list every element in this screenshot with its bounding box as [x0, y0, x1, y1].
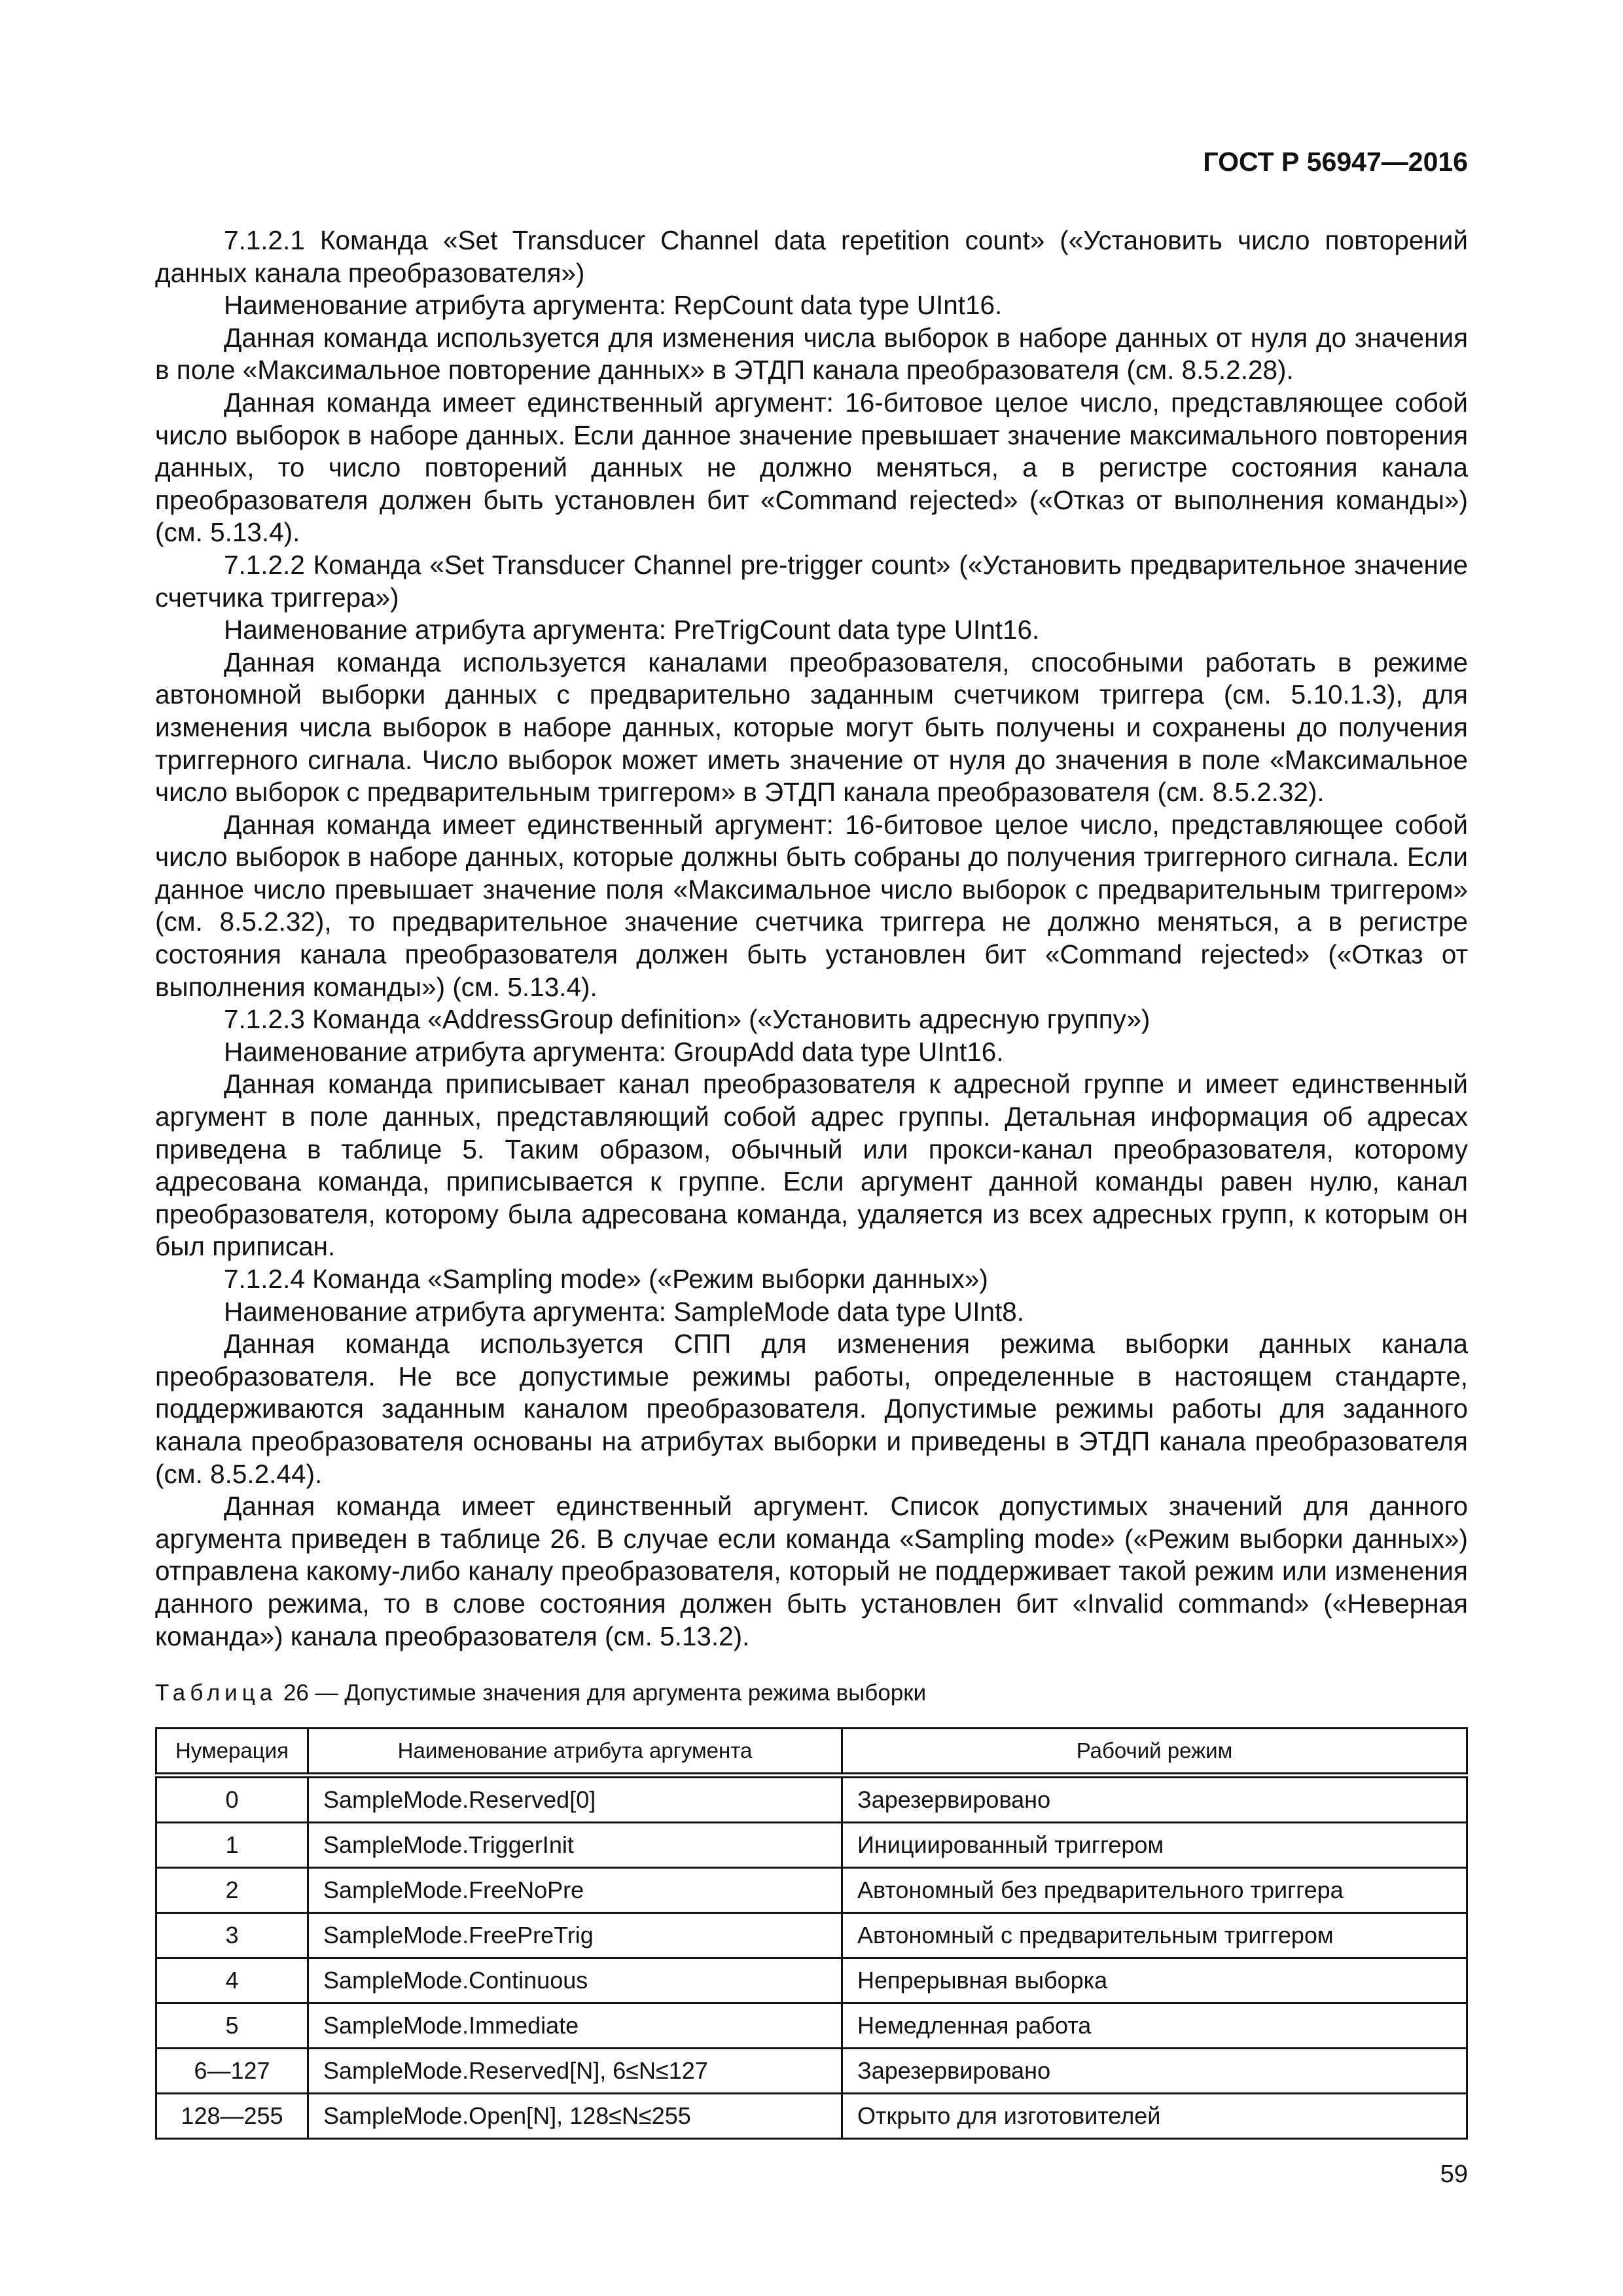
column-header-attribute-name: Наименование атрибута аргумента	[308, 1729, 842, 1776]
document-id-header: ГОСТ Р 56947—2016	[1203, 147, 1468, 177]
paragraph: 7.1.2.3 Команда «AddressGroup definition» («Установить адресную группу»)	[224, 1004, 1150, 1035]
operating-mode-cell: Непрерывная выборка	[842, 1958, 1467, 2003]
table-row	[156, 1958, 1467, 2003]
numbering-cell: 2	[156, 1868, 308, 1913]
paragraph: Наименование атрибута аргумента: RepCount data type UInt16.	[224, 290, 1003, 321]
numbering-cell: 3	[156, 1913, 308, 1958]
operating-mode-cell: Немедленная работа	[842, 2003, 1467, 2049]
table-row	[156, 1823, 1467, 1868]
table-row	[156, 1868, 1467, 1913]
paragraph: 7.1.2.2 Команда «Set Transducer Channel pre-trigger count» («Установить предварительное значение счетчика триггера»)	[155, 549, 1468, 613]
operating-mode-cell: Автономный с предварительным триггером	[842, 1913, 1467, 1958]
table-header-row	[156, 1729, 1467, 1776]
attribute-name-cell: SampleMode.Reserved[0]	[308, 1776, 842, 1823]
column-header-operating-mode: Рабочий режим	[842, 1729, 1467, 1776]
operating-mode-cell: Зарезервировано	[842, 1776, 1467, 1823]
paragraph: Данная команда имеет единственный аргумент: 16-битовое целое число, представляющее собой число выборок в наборе данных, которые должны быть собраны до получения триггерного сигнала. Если данное число превышает значение поля «Максимальное число выборок с предварительным триггером» (см. 8.5.2.32), то предварительное значение счетчика триггера не должно меняться, а в регистре состояния канала преобразователя должен быть установлен бит «Command rejected» («Отказ от выполнения команды») (см. 5.13.4).	[155, 809, 1469, 1002]
paragraph: Данная команда используется СПП для изменения режима выборки данных канала преобразователя. Не все допустимые режимы работы, определенные в настоящем стандарте, поддерживаются заданным каналом преобразователя. Допустимые режимы работы для заданного канала преобразователя основаны на атрибутах выборки и приведены в ЭТДП канала преобразователя (см. 8.5.2.44).	[155, 1329, 1468, 1489]
operating-mode-cell: Открыто для изготовителей	[842, 2094, 1467, 2139]
sampling-mode-table	[155, 1727, 1468, 2140]
table-caption-label: Таблица	[155, 1680, 277, 1706]
table-row	[156, 2094, 1467, 2139]
numbering-cell: 0	[156, 1776, 308, 1823]
table-row	[156, 2003, 1467, 2049]
numbering-cell: 4	[156, 1958, 308, 2003]
paragraph: Данная команда имеет единственный аргумент. Список допустимых значений для данного аргумента приведен в таблице 26. В случае если команда «Sampling mode» («Режим выборки данных») отправлена какому-либо каналу преобразователя, который не поддерживает такой режим или изменения данного режима, то в слове состояния должен быть установлен бит «Invalid command» («Неверная команда») канала преобразователя (см. 5.13.2).	[155, 1491, 1468, 1651]
paragraph: Наименование атрибута аргумента: SampleMode data type UInt8.	[224, 1296, 1025, 1327]
attribute-name-cell: SampleMode.TriggerInit	[308, 1823, 842, 1868]
table-row	[156, 2049, 1467, 2094]
page-content	[155, 224, 1468, 2189]
attribute-name-cell: SampleMode.Immediate	[308, 2003, 842, 2049]
paragraph: Данная команда приписывает канал преобразователя к адресной группе и имеет единственный аргумент в поле данных, представляющий собой адрес группы. Детальная информация об адресах приведена в таблице 5. Таким образом, обычный или прокси-канал преобразователя, которому адресована команда, приписывается к группе. Если аргумент данной команды равен нулю, канал преобразователя, которому была адресована команда, удаляется из всех адресных групп, к которым он был приписан.	[155, 1069, 1468, 1262]
attribute-name-cell: SampleMode.Reserved[N], 6≤N≤127	[308, 2049, 842, 2094]
paragraph: Наименование атрибута аргумента: GroupAdd data type UInt16.	[224, 1036, 1004, 1067]
column-header-numbering: Нумерация	[156, 1729, 308, 1776]
paragraph: Данная команда имеет единственный аргумент: 16-битовое целое число, представляющее собой число выборок в наборе данных. Если данное значение превышает значение максимального повторения данных, то число повторений данных не должно меняться, а в регистре состояния канала преобразователя должен быть установлен бит «Command rejected» («Отказ от выполнения команды») (см. 5.13.4).	[155, 387, 1468, 548]
paragraph: Данная команда используется для изменения числа выборок в наборе данных от нуля до значения в поле «Максимальное повторение данных» в ЭТДП канала преобразователя (см. 8.5.2.28).	[155, 322, 1468, 386]
operating-mode-cell: Автономный без предварительного триггера	[842, 1868, 1467, 1913]
table-caption	[155, 1679, 1468, 1708]
table-row	[156, 1913, 1467, 1958]
page-number: 59	[1440, 2161, 1468, 2189]
attribute-name-cell: SampleMode.FreePreTrig	[308, 1913, 842, 1958]
numbering-cell: 1	[156, 1823, 308, 1868]
attribute-name-cell: SampleMode.Open[N], 128≤N≤255	[308, 2094, 842, 2139]
numbering-cell: 5	[156, 2003, 308, 2049]
numbering-cell: 128—255	[156, 2094, 308, 2139]
paragraph: 7.1.2.1 Команда «Set Transducer Channel data repetition count» («Установить число повторений данных канала преобразователя»)	[155, 225, 1468, 288]
paragraph: Наименование атрибута аргумента: PreTrigCount data type UInt16.	[224, 615, 1040, 645]
attribute-name-cell: SampleMode.Continuous	[308, 1958, 842, 2003]
operating-mode-cell: Инициированный триггером	[842, 1823, 1467, 1868]
table-row	[156, 1776, 1467, 1823]
numbering-cell: 6—127	[156, 2049, 308, 2094]
paragraph: Данная команда используется каналами преобразователя, способными работать в режиме автономной выборки данных с предварительно заданным счетчиком триггера (см. 5.10.1.3), для изменения числа выборок в наборе данных, которые могут быть получены и сохранены до получения триггерного сигнала. Число выборок может иметь значение от нуля до значения в поле «Максимальное число выборок с предварительным триггером» в ЭТДП канала преобразователя (см. 8.5.2.32).	[155, 647, 1468, 808]
body-text	[155, 224, 1468, 1653]
table-caption-text: 26 — Допустимые значения для аргумента режима выборки	[283, 1680, 927, 1706]
paragraph: 7.1.2.4 Команда «Sampling mode» («Режим выборки данных»)	[224, 1264, 988, 1294]
attribute-name-cell: SampleMode.FreeNoPre	[308, 1868, 842, 1913]
operating-mode-cell: Зарезервировано	[842, 2049, 1467, 2094]
